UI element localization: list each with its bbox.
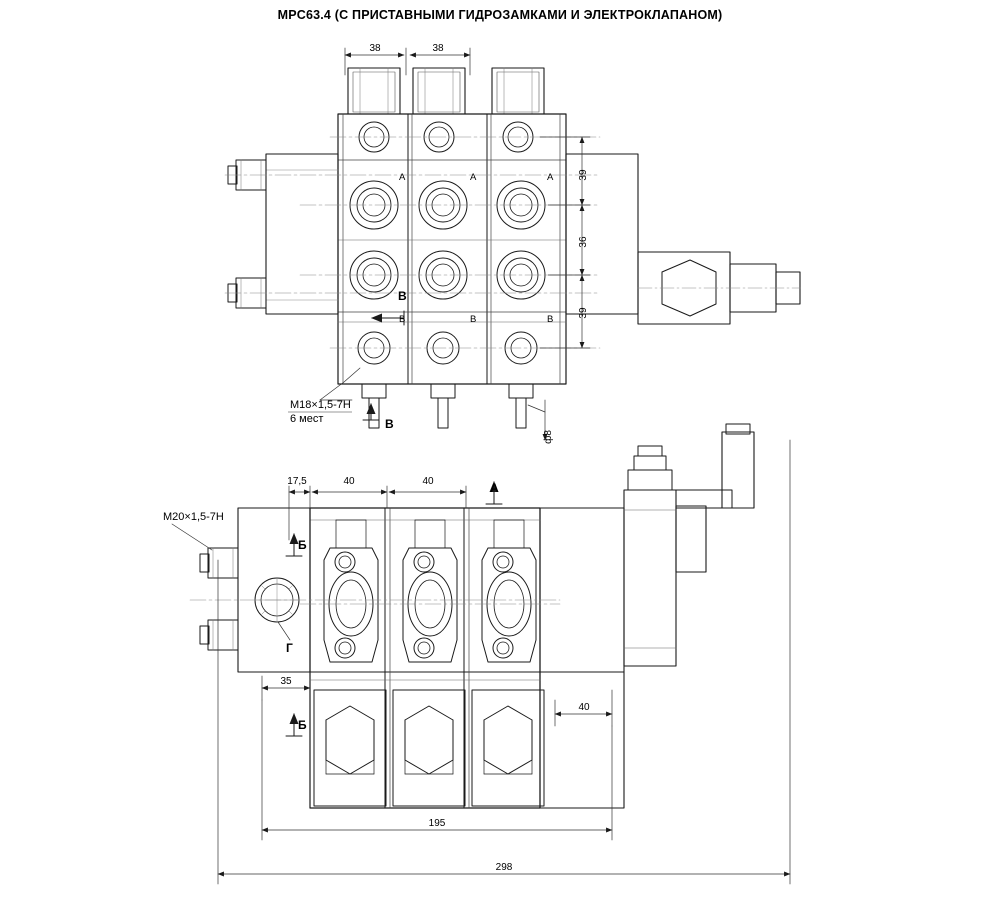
thread-note-m18-line1: M18×1,5-7H — [290, 399, 351, 411]
inlet-manifold-front — [238, 508, 310, 672]
port-label-a-3: A — [547, 172, 554, 183]
dim-17-5: 17,5 — [287, 476, 307, 487]
section-mark-g: Г — [286, 641, 293, 655]
dim-40-2: 40 — [422, 476, 434, 487]
section-mark-b-top: В — [398, 289, 407, 303]
section-mark-b-top-2: B — [385, 417, 394, 431]
spool-cap-1 — [348, 68, 400, 114]
hex-block-2 — [393, 690, 465, 806]
section-mark-b-2: Б — [298, 718, 307, 732]
dim-38-2: 38 — [432, 43, 444, 54]
hydro-lock-flange-3 — [482, 520, 536, 662]
inlet-manifold-left — [266, 154, 338, 314]
page-title: MPC63.4 (С ПРИСТАВНЫМИ ГИДРОЗАМКАМИ И ЭЛЕКТРОКЛАПАНОМ) — [277, 8, 723, 22]
dim-40-right: 40 — [578, 702, 590, 713]
front-view-group — [172, 424, 790, 884]
dim-298: 298 — [495, 862, 513, 873]
dim-38-1: 38 — [369, 43, 381, 54]
dim-39-lower: 39 — [578, 307, 589, 319]
electro-valve-right — [566, 154, 800, 324]
electro-valve-front — [624, 424, 754, 666]
thread-note-m18-line2: 6 мест — [290, 413, 324, 425]
dim-40-1: 40 — [343, 476, 355, 487]
dim-195: 195 — [428, 818, 446, 829]
spool-cap-2 — [413, 68, 465, 114]
port-label-a-1: A — [399, 172, 406, 183]
thread-note-m20: M20×1,5-7H — [163, 511, 224, 523]
section-mark-b-1: Б — [298, 538, 307, 552]
hydro-lock-flange-2 — [403, 520, 457, 662]
port-label-b-2: B — [470, 314, 477, 325]
section-mark-a: A — [490, 481, 499, 495]
hydro-lock-flange-1 — [324, 520, 378, 662]
dimension-text-layer — [163, 43, 590, 873]
dim-39-upper: 39 — [578, 169, 589, 181]
hex-block-3 — [472, 690, 544, 806]
port-fitting-upper-front — [200, 548, 238, 578]
hex-block-1 — [314, 690, 386, 806]
port-label-b-3: B — [547, 314, 554, 325]
port-fitting-lower-front — [200, 620, 238, 650]
port-label-a-2: A — [470, 172, 477, 183]
spool-cap-3 — [492, 68, 544, 114]
top-view-group — [225, 48, 800, 440]
valve-body-front — [310, 508, 624, 808]
port-label-b-1: B — [399, 314, 406, 325]
dim-phi8: ф8 — [543, 430, 554, 444]
dim-36: 36 — [578, 236, 589, 248]
dim-35: 35 — [280, 676, 292, 687]
